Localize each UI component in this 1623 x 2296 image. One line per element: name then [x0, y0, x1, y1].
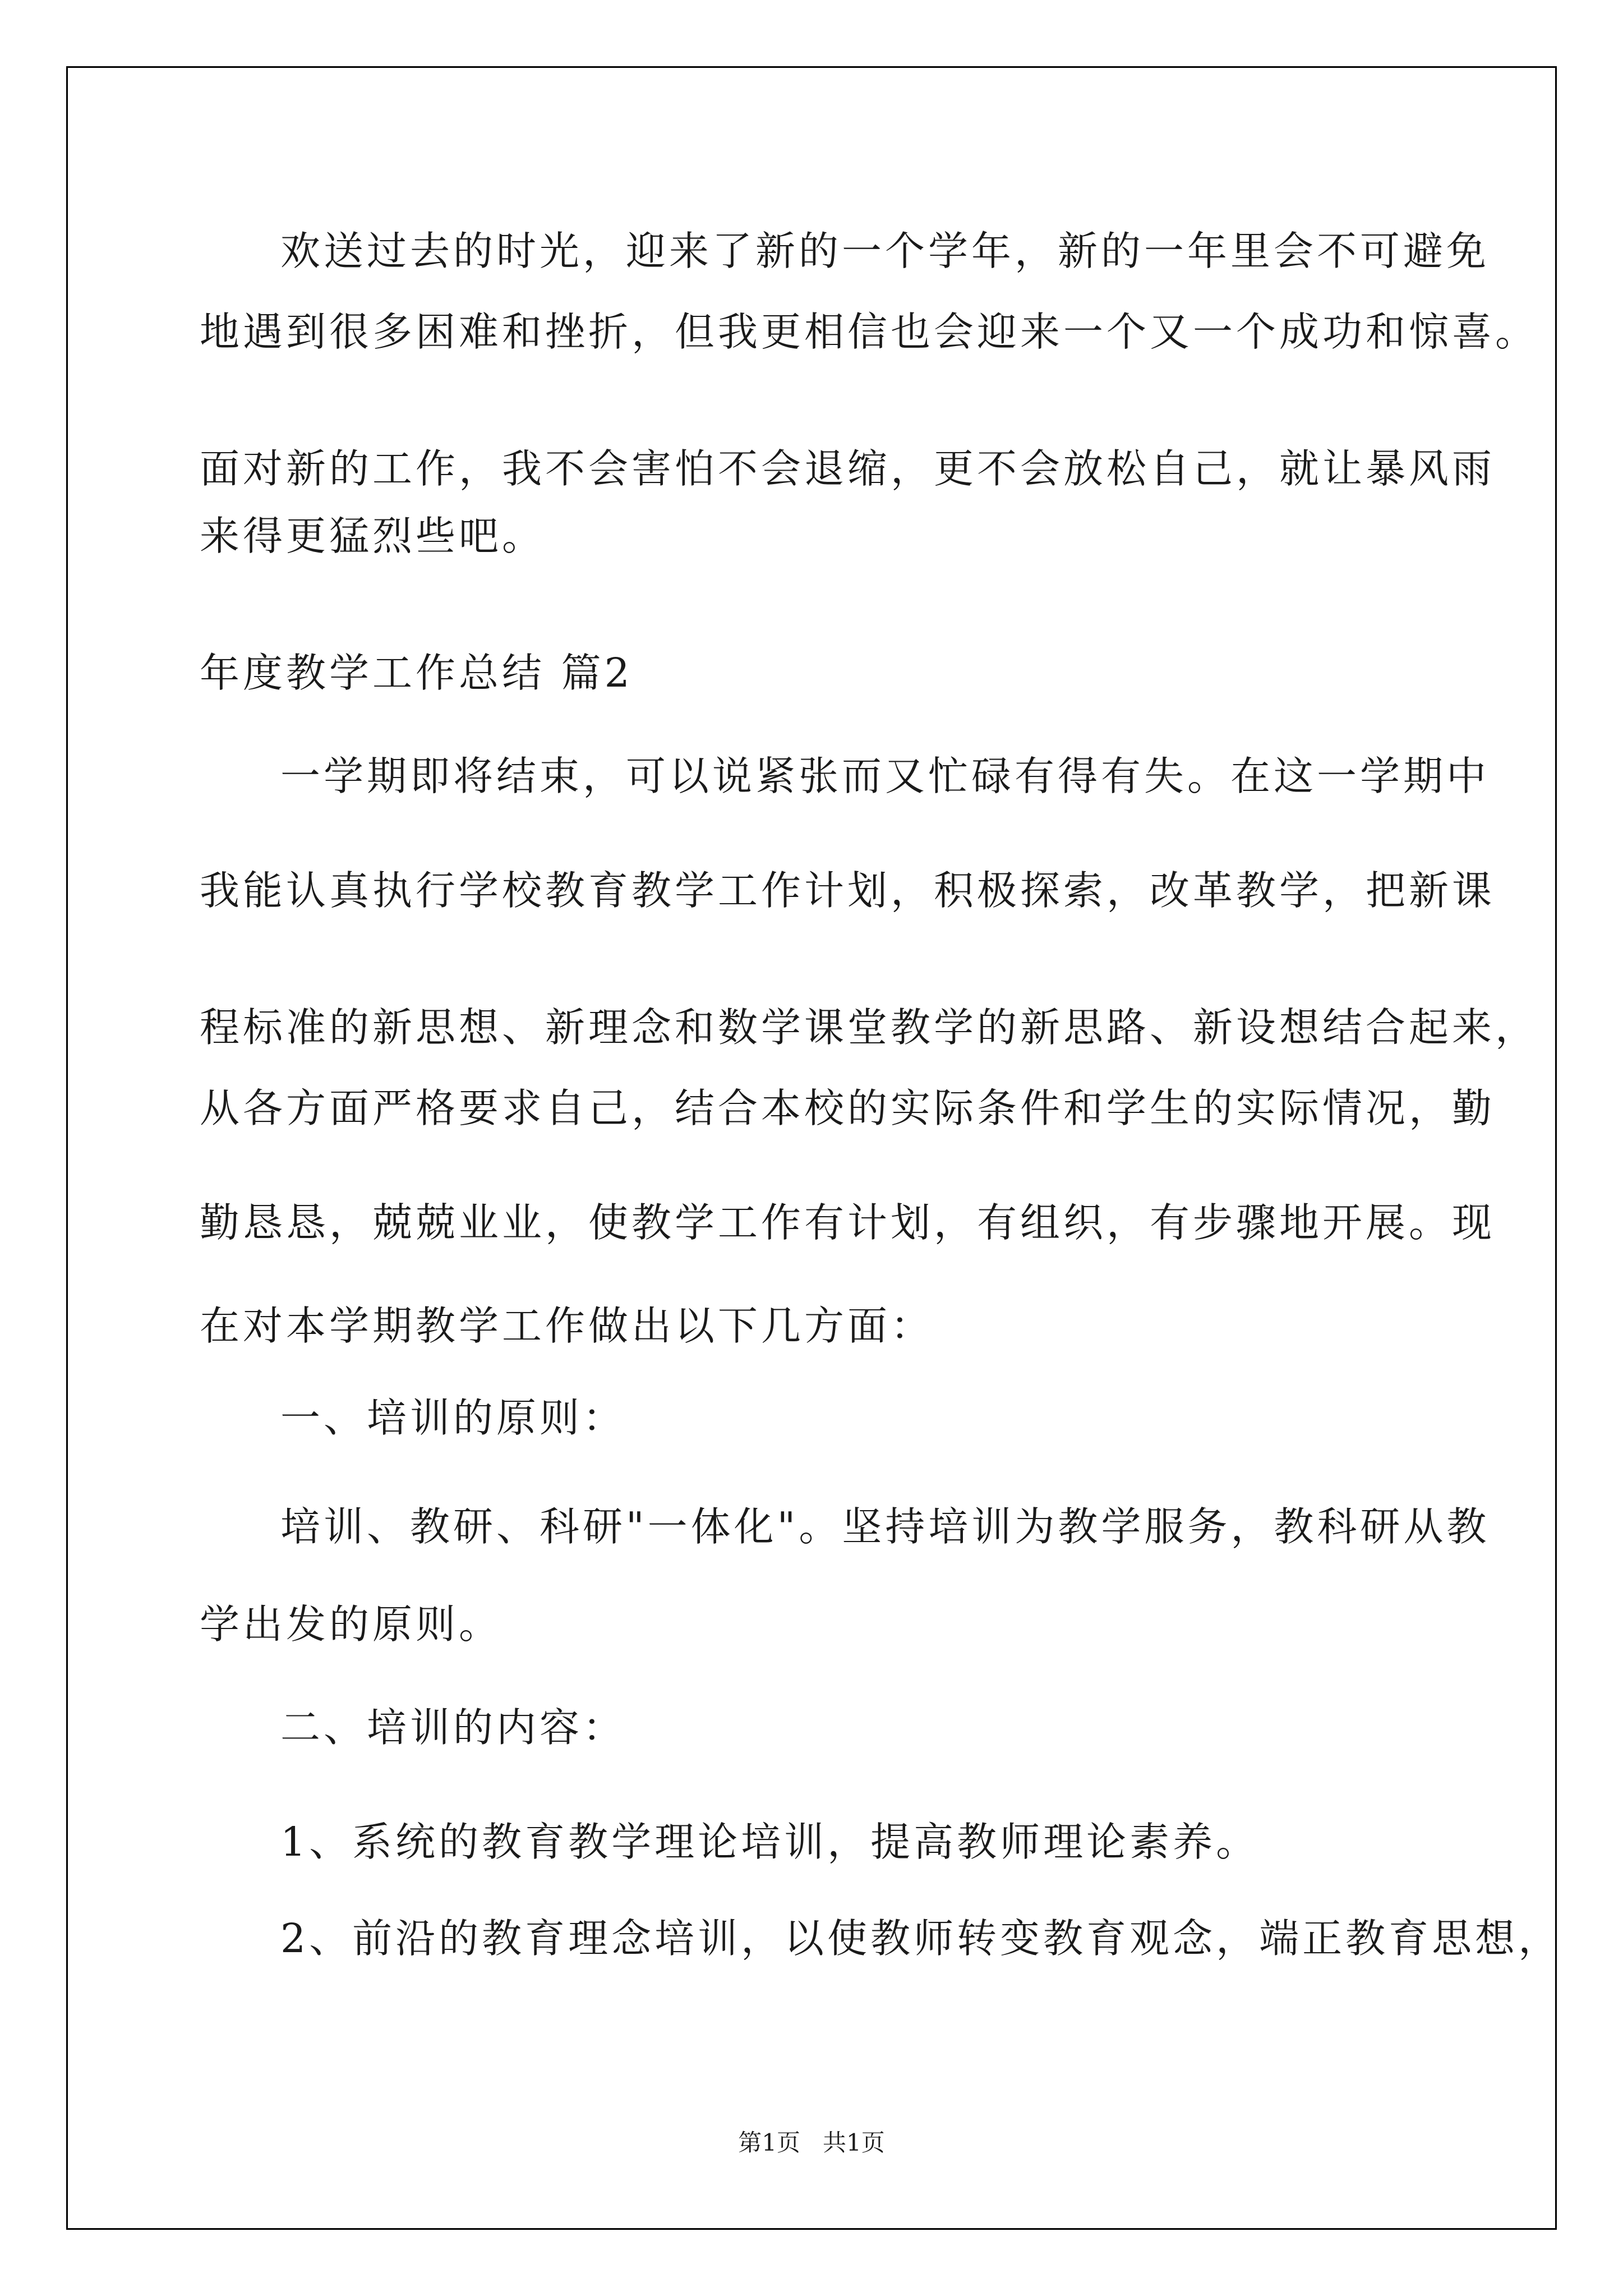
page-total: 共1页: [823, 2129, 885, 2156]
paragraph-line: 我能认真执行学校教育教学工作计划，积极探索，改革教学，把新课: [200, 867, 1496, 914]
paragraph-line: 从各方面严格要求自己，结合本校的实际条件和学生的实际情况，勤: [200, 1085, 1496, 1131]
section-heading: 年度教学工作总结 篇2: [200, 650, 633, 696]
subheading: 一、培训的原则：: [280, 1395, 626, 1441]
paragraph-line: 欢送过去的时光，迎来了新的一个学年，新的一年里会不可避免: [280, 228, 1490, 274]
subheading: 二、培训的内容：: [280, 1704, 626, 1751]
page-footer: [0, 2126, 1623, 2160]
paragraph-line: 程标准的新思想、新理念和数学课堂教学的新思路、新设想结合起来，: [200, 1004, 1539, 1051]
paragraph-line: 地遇到很多困难和挫折，但我更相信也会迎来一个又一个成功和惊喜。: [200, 309, 1539, 355]
page-border: [66, 66, 1557, 2230]
paragraph-line: 来得更猛烈些吧。: [200, 513, 546, 559]
list-item: 2、前沿的教育理念培训，以使教师转变教育观念，端正教育思想，: [280, 1915, 1562, 1962]
page-number: 第1页: [738, 2129, 800, 2156]
paragraph-line: 一学期即将结束，可以说紧张而又忙碌有得有失。在这一学期中: [280, 753, 1490, 799]
paragraph-line: 在对本学期教学工作做出以下几方面：: [200, 1303, 934, 1349]
paragraph-line: 培训、教研、科研"一体化"。坚持培训为教学服务，教科研从教: [280, 1503, 1490, 1550]
paragraph-line: 学出发的原则。: [200, 1601, 502, 1648]
paragraph-line: 勤恳恳，兢兢业业，使教学工作有计划，有组织，有步骤地开展。现: [200, 1199, 1496, 1246]
list-item: 1、系统的教育教学理论培训，提高教师理论素养。: [280, 1819, 1260, 1865]
paragraph-line: 面对新的工作，我不会害怕不会退缩，更不会放松自己，就让暴风雨: [200, 445, 1496, 492]
